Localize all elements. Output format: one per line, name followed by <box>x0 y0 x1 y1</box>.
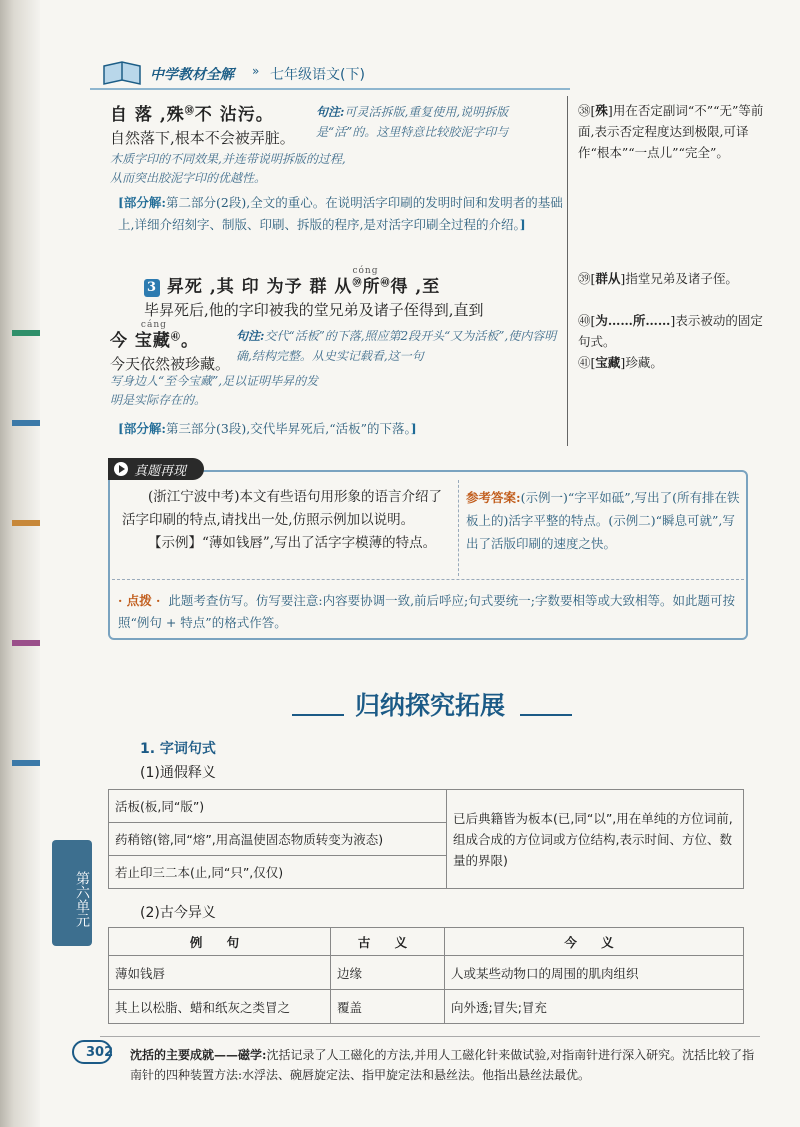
play-icon <box>114 462 128 476</box>
header-title: 中学教材全解 <box>150 67 234 83</box>
passage-block-2 <box>144 266 564 320</box>
table-cell: 其上以松脂、蜡和纸灰之类冒之 <box>109 990 331 1024</box>
page-number: 302 <box>86 1045 114 1060</box>
sentence-note-1: 句注:可灵活拆版,重复使用,说明拆版是“活”的。这里特意比较胶泥字印与 <box>316 105 509 139</box>
translation-text: 自然落下,根本不会被弄脏。 <box>110 129 295 147</box>
table-cell: 向外透;冒失;冒充 <box>445 990 744 1024</box>
book-icon <box>100 58 144 88</box>
exam-tip: · 点拨 · 此题考查仿写。仿写要注意:内容要协调一致,前后呼应;句式要统一;字数要相等或大致相等。如此题可按照“例句 + 特点”的格式作答。 <box>118 593 735 630</box>
exam-answer: 参考答案:(示例一)“字平如砥”,写出了(所有排在铁板上的)活字平整的特点。(示例二)“瞬息可就”,写出了活版印刷的速度之快。 <box>466 490 740 551</box>
table-header: 例 句 <box>109 928 331 956</box>
table-header: 古 义 <box>331 928 445 956</box>
page-header <box>100 58 400 92</box>
sentence-note-2-cont: 写身边人“至今宝藏”,足以证明毕昇的发明是实际存在的。 <box>110 374 319 407</box>
table-cell: 活板(板,同“版”) <box>109 790 447 823</box>
original-text-2: 3 昇死 ,其 印 为予 群 从 cóng $^㊴$所$^㊵$得 ,至 <box>144 272 564 297</box>
part-analysis-2: [部分解:第三部分(3段),交代毕昇死后,“活板”的下落。] <box>118 421 417 436</box>
subheading-1: 1. 字词句式 <box>140 741 216 757</box>
column-divider <box>567 96 568 446</box>
table-cell: 药稍镕(镕,同“熔”,用高温使固态物质转变为液态) <box>109 823 447 856</box>
header-divider <box>90 88 570 90</box>
table-row <box>109 990 744 1024</box>
side-note-41: ㊶[宝藏]珍藏。 <box>578 355 663 370</box>
translation-text-2b: 今天依然被珍藏。 <box>110 355 231 373</box>
page-edge-tab <box>12 420 40 426</box>
passage-block-1 <box>110 100 315 148</box>
side-note-38: ㊳[殊]用在否定副词“不”“无”等前面,表示否定程度达到极限,可译作“根本”“一点儿”“完全”。 <box>578 103 764 160</box>
original-text: 自 落 ,殊$^㊳$不 沾污。 <box>110 105 274 125</box>
footer-note: 沈括的主要成就——磁学:沈括记录了人工磁化的方法,并用人工磁化针来做试验,对指南针进行深入研究。沈括比较了指南针的四种装置方法:水浮法、碗唇旋定法、指甲旋定法和悬丝法。他指出悬丝法最优。 <box>130 1048 755 1082</box>
table-cell: 覆盖 <box>331 990 445 1024</box>
page-edge-tab <box>12 520 40 526</box>
gujin-table <box>108 927 744 1024</box>
exam-question: (浙江宁波中考)本文有些语句用形象的语言介绍了活字印刷的特点,请找出一处,仿照示例加以说明。 【示例】“薄如钱唇”,写出了活字字模薄的特点。 <box>122 486 452 555</box>
table-cell: 边缘 <box>331 956 445 990</box>
section-title: 归纳探究拓展 <box>354 691 505 720</box>
table-header: 今 义 <box>445 928 744 956</box>
passage-block-2b <box>110 320 250 374</box>
page-edge-tab <box>12 640 40 646</box>
exam-tag: 真题再现 <box>108 458 204 480</box>
page-edge-tab <box>12 760 40 766</box>
paragraph-number: 3 <box>144 279 160 297</box>
page-edge-tab <box>12 330 40 336</box>
table-row <box>109 790 744 823</box>
table-cell: 若止印三二本(止,同“只”,仅仅) <box>109 856 447 889</box>
tongjia-table <box>108 789 744 889</box>
exam-hdivider <box>112 579 744 580</box>
header-arrow-icon: » <box>252 64 260 78</box>
section-title-line-right <box>520 714 572 716</box>
header-subtitle: 七年级语文(下) <box>270 67 365 83</box>
book-spine-edge <box>0 0 40 1127</box>
table-row <box>109 956 744 990</box>
table-cell: 人或某些动物口的周围的肌肉组织 <box>445 956 744 990</box>
part-analysis-1: [部分解:第二部分(2段),全文的重心。在说明活字印刷的发明时间和发明者的基础上,详细介绍刻字、制版、印刷、拆版的程序,是对活字印刷全过程的介绍。] <box>118 195 563 232</box>
translation-text-2: 毕昇死后,他的字印被我的堂兄弟及诸子侄得到,直到 <box>144 301 484 319</box>
original-text-2b: 今 宝藏 cáng $^㊶$。 <box>110 320 199 351</box>
table-cell: 薄如钱唇 <box>109 956 331 990</box>
exam-example: 【示例】“薄如钱唇”,写出了活字字模薄的特点。 <box>148 535 437 551</box>
subheading-gujin: (2)古今异义 <box>140 905 216 921</box>
exam-divider <box>458 480 459 576</box>
side-note-40: ㊵[为……所……]表示被动的固定句式。 <box>578 313 763 349</box>
side-note-39: ㊴[群从]指堂兄弟及诸子侄。 <box>578 271 738 286</box>
footer-divider <box>100 1036 760 1037</box>
unit-side-tab: 第六单元 <box>52 840 92 946</box>
sentence-note-2: 句注:交代“活板”的下落,照应第2段开头“又为活板”,使内容明确,结构完整。从史实记载看,这一句 <box>236 329 557 363</box>
table-header-row <box>109 928 744 956</box>
table-cell: 已后典籍皆为板本(已,同“以”,用在单纯的方位词前,组成合成的方位词或方位结构,表示时间、方位、数量的界限) <box>447 790 744 889</box>
subheading-tongjia: (1)通假释义 <box>140 765 216 781</box>
sentence-note-1-cont: 木质字印的不同效果,并连带说明拆版的过程,从而突出胶泥字印的优越性。 <box>110 152 346 185</box>
